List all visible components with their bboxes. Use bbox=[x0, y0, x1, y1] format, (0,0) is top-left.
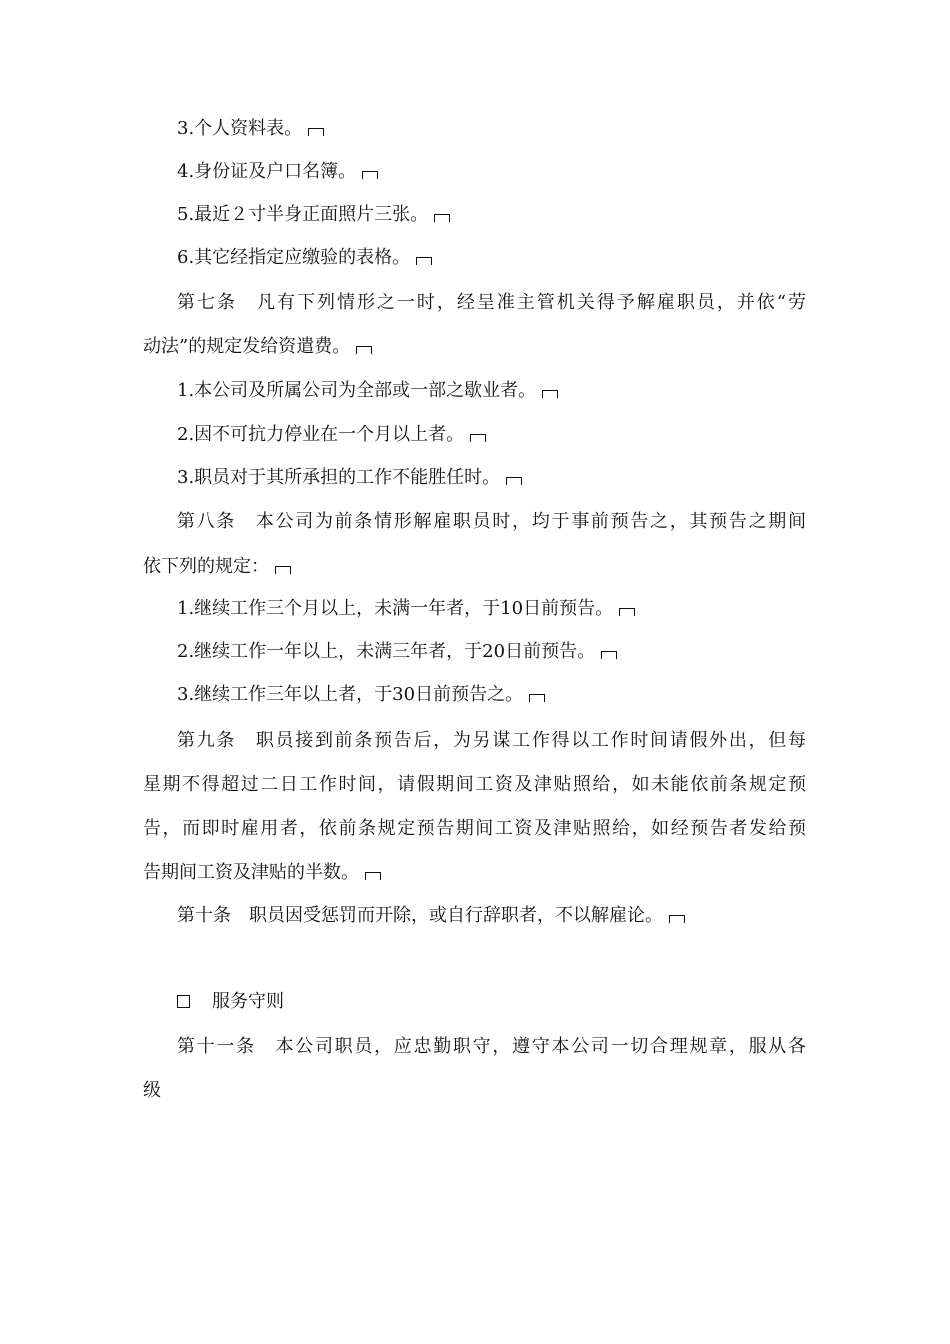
article-9-line-1: 第九条 职员接到前条预告后，为另谋工作得以工作时间请假外出，但每 bbox=[177, 730, 806, 751]
paragraph-mark-icon bbox=[470, 434, 486, 442]
paragraph-mark-icon bbox=[529, 694, 545, 702]
article-10 bbox=[177, 904, 685, 928]
text-line: 3.继续工作三年以上者，于30日前预告之。 bbox=[177, 684, 524, 705]
article-11-line-1: 第十一条 本公司职员，应忠勤职守，遵守本公司一切合理规章，服从各 bbox=[177, 1036, 806, 1057]
text-line: 动法”的规定发给资遣费。 bbox=[143, 336, 351, 357]
text-line: 2.继续工作一年以上，未满三年者，于20日前预告。 bbox=[177, 641, 596, 662]
text-line: 第十条 职员因受惩罚而开除，或自行辞职者，不以解雇论。 bbox=[177, 905, 663, 926]
list-item bbox=[177, 203, 450, 227]
paragraph-mark-icon bbox=[308, 128, 324, 136]
article-9-line-4 bbox=[143, 861, 381, 885]
section-heading bbox=[177, 990, 284, 1014]
list-item bbox=[177, 466, 522, 490]
paragraph-mark-icon bbox=[356, 346, 372, 354]
article-8-line-1: 第八条 本公司为前条情形解雇职员时，均于事前预告之，其预告之期间 bbox=[177, 511, 806, 532]
text-line: 5.最近２寸半身正面照片三张。 bbox=[177, 204, 429, 225]
article-9-line-3: 告，而即时雇用者，依前条规定预告期间工资及津贴照给，如经预告者发给预 bbox=[143, 818, 806, 839]
text-line: 6.其它经指定应缴验的表格。 bbox=[177, 247, 411, 268]
article-9-line-2: 星期不得超过二日工作时间，请假期间工资及津贴照给，如未能依前条规定预 bbox=[143, 774, 806, 795]
paragraph-mark-icon bbox=[434, 214, 450, 222]
paragraph-mark-icon bbox=[601, 651, 617, 659]
text-line: 告期间工资及津贴的半数。 bbox=[143, 862, 359, 883]
list-item bbox=[177, 683, 545, 707]
paragraph-mark-icon bbox=[416, 257, 432, 265]
text-line: 1.本公司及所属公司为全部或一部之歇业者。 bbox=[177, 380, 537, 401]
text-line: 1.继续工作三个月以上，未满一年者，于10日前预告。 bbox=[177, 598, 614, 619]
article-7-line-1: 第七条 凡有下列情形之一时，经呈准主管机关得予解雇职员，并依“劳 bbox=[177, 292, 806, 313]
list-item bbox=[177, 423, 486, 447]
article-8-line-2 bbox=[143, 555, 291, 579]
paragraph-mark-icon bbox=[506, 477, 522, 485]
paragraph-mark-icon bbox=[669, 915, 685, 923]
list-item bbox=[177, 160, 378, 184]
paragraph-mark-icon bbox=[275, 566, 291, 574]
list-item bbox=[177, 640, 617, 664]
paragraph-mark-icon bbox=[365, 872, 381, 880]
list-item bbox=[177, 117, 324, 141]
article-11-line-2: 级 bbox=[143, 1080, 161, 1101]
text-line: 依下列的规定： bbox=[143, 556, 269, 577]
paragraph-mark-icon bbox=[619, 608, 635, 616]
section-title: 服务守则 bbox=[212, 991, 284, 1012]
paragraph-mark-icon bbox=[362, 171, 378, 179]
checkbox-square-icon bbox=[177, 995, 190, 1008]
text-line: 3.职员对于其所承担的工作不能胜任时。 bbox=[177, 467, 501, 488]
paragraph-mark-icon bbox=[542, 390, 558, 398]
list-item bbox=[177, 597, 635, 621]
text-line: 3.个人资料表。 bbox=[177, 118, 303, 139]
text-line: 4.身份证及户口名簿。 bbox=[177, 161, 357, 182]
text-line: 2.因不可抗力停业在一个月以上者。 bbox=[177, 424, 465, 445]
article-7-line-2 bbox=[143, 335, 372, 359]
list-item bbox=[177, 379, 558, 403]
list-item bbox=[177, 246, 432, 270]
